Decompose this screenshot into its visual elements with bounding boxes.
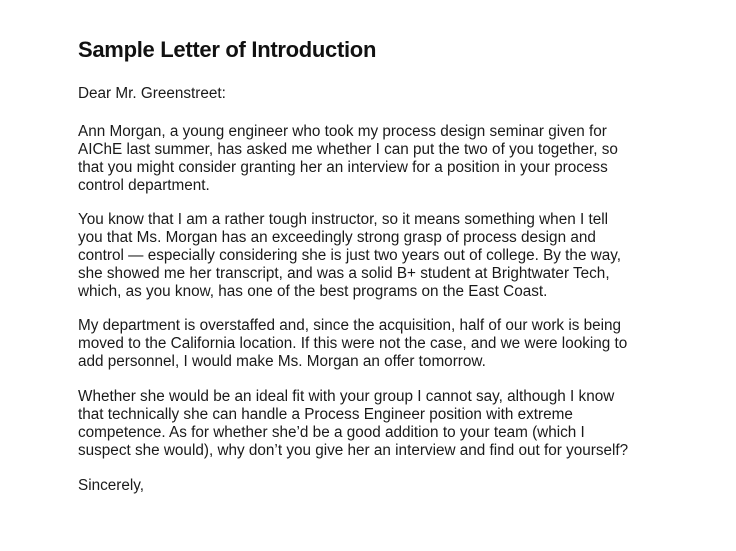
salutation: Dear Mr. Greenstreet: — [78, 85, 226, 102]
paragraph-line: suspect she would), why don’t you give her an interview and find out for yourself? — [78, 442, 629, 459]
paragraph-line: AIChE last summer, has asked me whether I can put the two of you together, so — [78, 141, 618, 158]
paragraph-line: moved to the California location. If this were not the case, and we were looking to — [78, 335, 628, 352]
paragraph-line: that technically she can handle a Process Engineer position with extreme — [78, 406, 573, 423]
letter-title: Sample Letter of Introduction — [78, 37, 377, 62]
paragraph-line: control — especially considering she is just two years out of college. By the way, — [78, 247, 622, 264]
paragraph-line: control department. — [78, 177, 210, 194]
paragraph-line: My department is overstaffed and, since the acquisition, half of our work is being — [78, 317, 622, 334]
paragraph-line: that you might consider granting her an interview for a position in your process — [78, 159, 608, 176]
paragraph-line: competence. As for whether she’d be a good addition to your team (which I — [78, 424, 585, 441]
paragraph-line: You know that I am a rather tough instructor, so it means something when I tell — [78, 211, 609, 228]
paragraph-line: you that Ms. Morgan has an exceedingly strong grasp of process design and — [78, 229, 596, 246]
paragraph-line: add personnel, I would make Ms. Morgan an offer tomorrow. — [78, 353, 486, 370]
closing: Sincerely, — [78, 477, 145, 494]
paragraph-line: Whether she would be an ideal fit with your group I cannot say, although I know — [78, 388, 615, 405]
paragraph-line: she showed me her transcript, and was a solid B+ student at Brightwater Tech, — [78, 265, 610, 282]
paragraph-line: Ann Morgan, a young engineer who took my process design seminar given for — [78, 123, 607, 140]
paragraph-line: which, as you know, has one of the best programs on the East Coast. — [78, 283, 548, 300]
